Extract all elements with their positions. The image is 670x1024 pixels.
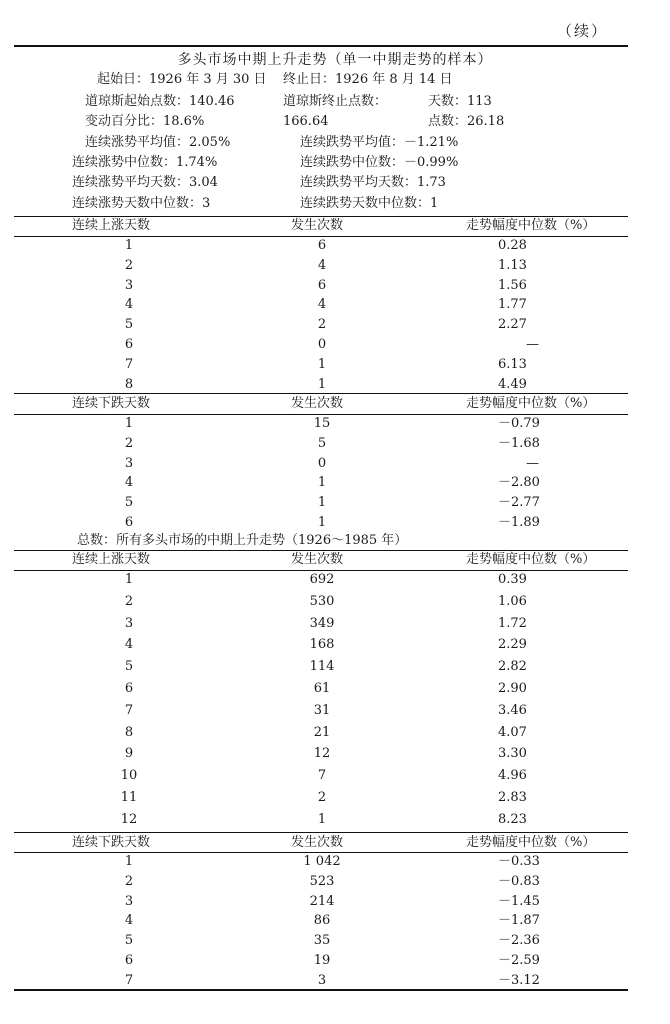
count-cell: 530	[309, 593, 335, 609]
count-cell: 1	[317, 475, 327, 491]
count-cell: 1	[317, 811, 327, 827]
days-cell: 4	[124, 913, 134, 929]
days-cell: 2	[124, 435, 134, 451]
median-cell: －1.87	[498, 913, 540, 929]
table-row	[0, 295, 670, 315]
median-cell: 2.90	[498, 681, 527, 696]
count-cell: 1	[317, 376, 327, 392]
count-cell: 349	[309, 615, 335, 631]
table-row	[0, 473, 670, 493]
median-cell: 0.28	[498, 238, 527, 253]
median-cell: 4.96	[498, 768, 527, 784]
days-cell: 3	[124, 455, 134, 471]
median-cell: 8.23	[498, 811, 527, 827]
days-cell: 4	[124, 637, 134, 653]
count-cell: 1	[317, 356, 327, 372]
days-cell: 5	[124, 317, 134, 333]
count-cell: 6	[317, 277, 327, 293]
table-header	[0, 394, 670, 414]
table-row	[0, 335, 670, 355]
table-row	[0, 657, 670, 677]
days-cell: 3	[124, 893, 134, 909]
table-row	[0, 614, 670, 634]
days-cell: 8	[124, 376, 134, 392]
days-cell: 2	[124, 257, 134, 273]
table-row	[0, 315, 670, 335]
dow-end-label: 道琼斯终止点数：	[283, 94, 388, 109]
table-row	[0, 355, 670, 375]
median-cell: －1.89	[498, 515, 540, 530]
median-cell: 6.13	[498, 356, 527, 372]
table-row	[0, 434, 670, 454]
median-cell: －0.83	[498, 873, 540, 889]
median-cell: 1.13	[498, 257, 527, 273]
days-cell: 9	[124, 746, 134, 762]
median-cell: 3.46	[498, 702, 527, 718]
points: 点数：26.18	[428, 114, 505, 129]
table-row	[0, 256, 670, 276]
days-cell: 5	[124, 659, 134, 675]
table-row	[0, 236, 670, 256]
table-row	[0, 810, 670, 830]
days-cell: 12	[120, 811, 138, 827]
days-cell: 11	[120, 790, 138, 805]
header-count: 发生次数	[291, 835, 344, 850]
median-cell: 1.56	[498, 277, 527, 293]
table-row	[0, 679, 670, 699]
median-cell: 0.39	[498, 572, 527, 587]
table-row	[0, 951, 670, 971]
median-cell: 4.07	[498, 724, 527, 740]
table-row	[0, 635, 670, 655]
days-cell: 6	[124, 953, 134, 968]
days-cell: 3	[124, 615, 134, 631]
count-cell: 12	[313, 746, 331, 762]
median-cell: 2.83	[498, 790, 527, 805]
count-cell: 5	[317, 435, 327, 451]
count-cell: 7	[317, 768, 327, 784]
table-row	[0, 931, 670, 951]
table-row	[0, 766, 670, 786]
down-avg-days: 连续跌势平均天数：1.73	[300, 175, 446, 190]
count-cell: 21	[313, 724, 331, 740]
table-row	[0, 723, 670, 743]
table-row	[0, 513, 670, 533]
count-cell: 523	[309, 873, 335, 889]
median-cell: 3.30	[498, 746, 527, 762]
median-cell: －3.12	[498, 972, 540, 988]
end-date: 终止日：1926 年 8 月 14 日	[283, 72, 453, 87]
start-date: 起始日：1926 年 3 月 30 日	[97, 72, 267, 87]
days-cell: 3	[124, 277, 134, 293]
count-cell: 86	[313, 913, 331, 929]
median-cell: －2.59	[498, 953, 540, 968]
down-median-days: 连续跌势天数中位数：1	[300, 196, 439, 211]
table-row	[0, 911, 670, 931]
total-title: 总数：所有多头市场的中期上升走势（1926～1985 年）	[77, 533, 408, 548]
median-cell: －1.68	[498, 435, 540, 451]
table-row	[0, 892, 670, 912]
table-row	[0, 570, 670, 590]
count-cell: 19	[313, 953, 331, 968]
days-cell: 7	[124, 702, 134, 718]
median-cell: 2.29	[498, 637, 527, 653]
count-cell: 168	[309, 637, 335, 653]
count-cell: 4	[317, 257, 327, 273]
days-cell: 6	[124, 515, 134, 530]
count-cell: 692	[309, 572, 335, 587]
dow-end-value: 166.64	[283, 114, 329, 129]
count-cell: 214	[309, 893, 335, 909]
median-cell: －2.36	[498, 933, 540, 949]
count-cell: 61	[313, 681, 331, 696]
days-cell: 5	[124, 933, 134, 949]
pct-change: 变动百分比：18.6%	[85, 114, 205, 129]
table-row	[0, 276, 670, 296]
median-cell: 4.49	[498, 376, 527, 392]
count-cell: 6	[317, 238, 327, 253]
median-cell: －2.80	[498, 475, 540, 491]
table-row	[0, 375, 670, 395]
median-cell: －0.79	[498, 416, 540, 431]
median-cell: 1.77	[498, 297, 527, 313]
header-median: 走势幅度中位数（%）	[466, 552, 596, 567]
header-count: 发生次数	[291, 396, 344, 411]
count-cell: 1	[317, 515, 327, 530]
median-cell: —	[526, 455, 539, 471]
table-row	[0, 454, 670, 474]
up-avg-days: 连续涨势平均天数：3.04	[72, 175, 218, 190]
header-down-days: 连续下跌天数	[72, 835, 151, 850]
count-cell: 0	[317, 455, 327, 471]
days-cell: 4	[124, 297, 134, 313]
header-median: 走势幅度中位数（%）	[466, 835, 596, 850]
days-cell: 1	[124, 238, 134, 253]
days: 天数：113	[428, 94, 492, 109]
count-cell: 1 042	[303, 854, 341, 869]
header-count: 发生次数	[291, 218, 344, 233]
down-avg: 连续跌势平均值：－1.21%	[300, 135, 459, 150]
table-row	[0, 493, 670, 513]
count-cell: 4	[317, 297, 327, 313]
median-cell: —	[526, 337, 539, 352]
table-row	[0, 872, 670, 892]
header-median: 走势幅度中位数（%）	[466, 218, 596, 233]
days-cell: 4	[124, 475, 134, 491]
days-cell: 6	[124, 681, 134, 696]
count-cell: 3	[317, 972, 327, 988]
header-count: 发生次数	[291, 552, 344, 567]
median-cell: －2.77	[498, 495, 540, 511]
days-cell: 5	[124, 495, 134, 511]
days-cell: 7	[124, 972, 134, 988]
bottom-rule	[14, 989, 628, 991]
count-cell: 2	[317, 790, 327, 805]
table-row	[0, 852, 670, 872]
table-row	[0, 701, 670, 721]
days-cell: 1	[124, 572, 134, 587]
dow-start: 道琼斯起始点数：140.46	[85, 94, 235, 109]
count-cell: 114	[309, 659, 335, 675]
table-row	[0, 744, 670, 764]
count-cell: 31	[313, 702, 331, 718]
table-row	[0, 592, 670, 612]
table-header	[0, 216, 670, 236]
days-cell: 10	[120, 768, 138, 784]
days-cell: 8	[124, 724, 134, 740]
count-cell: 35	[313, 933, 331, 949]
header-up-days: 连续上涨天数	[72, 552, 151, 567]
median-cell: 2.82	[498, 659, 527, 675]
table-header	[0, 833, 670, 853]
median-cell: 2.27	[498, 317, 527, 333]
header-median: 走势幅度中位数（%）	[466, 396, 596, 411]
table-row	[0, 971, 670, 991]
up-median-days: 连续涨势天数中位数：3	[72, 196, 211, 211]
days-cell: 7	[124, 356, 134, 372]
median-cell: －0.33	[498, 854, 540, 869]
days-cell: 1	[124, 854, 134, 869]
days-cell: 2	[124, 593, 134, 609]
median-cell: 1.06	[498, 593, 527, 609]
days-cell: 2	[124, 873, 134, 889]
count-cell: 2	[317, 317, 327, 333]
median-cell: －1.45	[498, 893, 540, 909]
table-header	[0, 550, 670, 570]
count-cell: 15	[313, 416, 331, 431]
header-down-days: 连续下跌天数	[72, 396, 151, 411]
continued-label: （续）	[556, 22, 608, 40]
count-cell: 1	[317, 495, 327, 511]
down-median: 连续跌势中位数：－0.99%	[300, 155, 459, 170]
table-row	[0, 788, 670, 808]
top-rule	[14, 45, 628, 47]
median-cell: 1.72	[498, 615, 527, 631]
up-avg: 连续涨势平均值：2.05%	[85, 135, 231, 150]
table-row	[0, 414, 670, 434]
header-up-days: 连续上涨天数	[72, 218, 151, 233]
days-cell: 1	[124, 416, 134, 431]
up-median: 连续涨势中位数：1.74%	[72, 155, 218, 170]
count-cell: 0	[317, 337, 327, 352]
sample-title: 多头市场中期上升走势（单一中期走势的样本）	[177, 52, 493, 68]
days-cell: 6	[124, 337, 134, 352]
